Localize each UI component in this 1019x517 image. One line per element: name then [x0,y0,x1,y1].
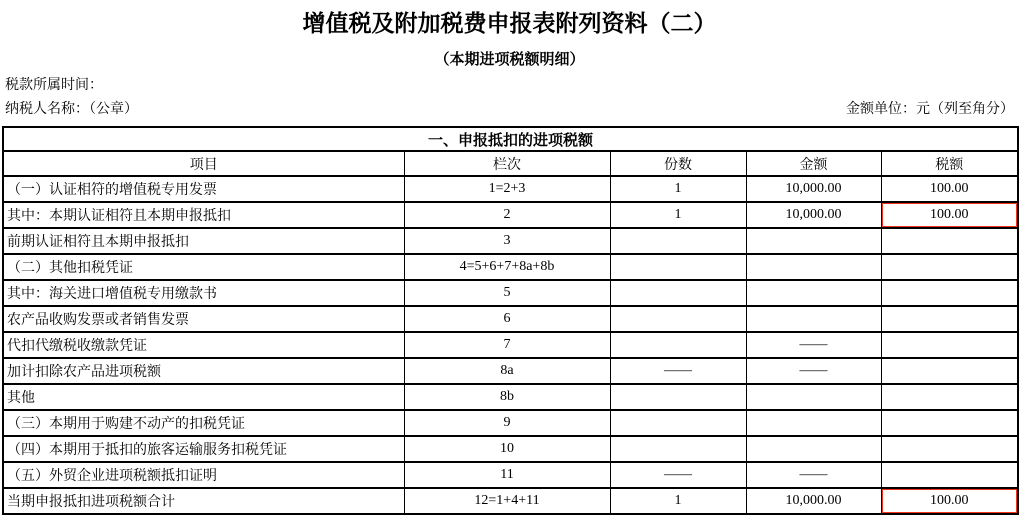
table-row [3,332,1018,358]
table-section-title: 一、申报抵扣的进项税额 [3,127,1018,151]
row-amount-cell[interactable] [746,436,881,462]
row-column-code: 1=2+3 [404,176,610,202]
row-amount-cell[interactable] [746,280,881,306]
row-amount-cell[interactable]: —— [746,462,881,488]
row-amount-cell[interactable]: 10,000.00 [746,176,881,202]
row-amount-cell[interactable] [746,254,881,280]
input-tax-table [2,126,1019,515]
table-row [3,384,1018,410]
row-copies-cell[interactable] [610,280,746,306]
row-item-label: 其中：海关进口增值税专用缴款书 [3,280,404,306]
row-column-code: 12=1+4+11 [404,488,610,514]
col-header-item: 项目 [3,151,404,176]
col-header-tax: 税额 [881,151,1018,176]
row-item-label: （三）本期用于购建不动产的扣税凭证 [3,410,404,436]
row-column-code: 5 [404,280,610,306]
row-tax-cell[interactable] [881,254,1018,280]
table-header-row [3,151,1018,176]
row-copies-cell[interactable] [610,228,746,254]
row-amount-cell[interactable]: —— [746,358,881,384]
row-copies-cell[interactable] [610,306,746,332]
row-tax-cell[interactable] [881,306,1018,332]
taxpayer-line [0,102,1019,119]
tax-period-label: 税款所属时间： [5,77,103,93]
table-row [3,228,1018,254]
row-column-code: 3 [404,228,610,254]
row-copies-cell[interactable]: —— [610,462,746,488]
col-header-amount: 金额 [746,151,881,176]
row-column-code: 7 [404,332,610,358]
row-item-label: 代扣代缴税收缴款凭证 [3,332,404,358]
table-row [3,488,1018,514]
form-subtitle: （本期进项税额明细） [434,51,585,68]
row-copies-cell[interactable]: 1 [610,202,746,228]
row-column-code: 9 [404,410,610,436]
row-amount-cell[interactable] [746,384,881,410]
row-column-code: 8b [404,384,610,410]
row-item-label: （二）其他扣税凭证 [3,254,404,280]
table-row [3,306,1018,332]
row-tax-cell[interactable]: 100.00 [881,202,1018,228]
row-amount-cell[interactable] [746,228,881,254]
row-column-code: 4=5+6+7+8a+8b [404,254,610,280]
row-tax-cell[interactable] [881,462,1018,488]
row-copies-cell[interactable] [610,436,746,462]
row-item-label: 其他 [3,384,404,410]
row-amount-cell[interactable] [746,306,881,332]
row-copies-cell[interactable] [610,332,746,358]
row-column-code: 11 [404,462,610,488]
row-copies-cell[interactable]: —— [610,358,746,384]
highlight-box [881,202,1018,228]
row-copies-cell[interactable] [610,254,746,280]
row-column-code: 8a [404,358,610,384]
col-header-column-code: 栏次 [404,151,610,176]
row-tax-cell[interactable] [881,384,1018,410]
col-header-copies: 份数 [610,151,746,176]
row-column-code: 10 [404,436,610,462]
table-row [3,202,1018,228]
row-item-label: （五）外贸企业进项税额抵扣证明 [3,462,404,488]
row-amount-cell[interactable]: 10,000.00 [746,488,881,514]
row-copies-cell[interactable] [610,384,746,410]
row-copies-cell[interactable]: 1 [610,488,746,514]
table-row [3,280,1018,306]
row-item-label: （一）认证相符的增值税专用发票 [3,176,404,202]
table-row [3,436,1018,462]
row-item-label: 前期认证相符且本期申报抵扣 [3,228,404,254]
row-item-label: 其中：本期认证相符且本期申报抵扣 [3,202,404,228]
row-copies-cell[interactable] [610,410,746,436]
table-row [3,462,1018,488]
row-tax-cell[interactable] [881,410,1018,436]
form-title: 增值税及附加税费申报表附列资料（二） [302,11,717,36]
row-tax-cell[interactable] [881,280,1018,306]
row-amount-cell[interactable] [746,410,881,436]
row-item-label: 农产品收购发票或者销售发票 [3,306,404,332]
row-tax-cell[interactable]: 100.00 [881,176,1018,202]
table-row [3,410,1018,436]
table-row [3,254,1018,280]
table-body [3,176,1018,514]
row-amount-cell[interactable]: —— [746,332,881,358]
table-row [3,358,1018,384]
table-row [3,176,1018,202]
highlight-box [881,488,1018,514]
row-column-code: 6 [404,306,610,332]
row-tax-cell[interactable]: 100.00 [881,488,1018,514]
row-column-code: 2 [404,202,610,228]
taxpayer-name-label: 纳税人名称：（公章） [5,101,138,117]
row-item-label: 当期申报抵扣进项税额合计 [3,488,404,514]
row-copies-cell[interactable]: 1 [610,176,746,202]
row-item-label: （四）本期用于抵扣的旅客运输服务扣税凭证 [3,436,404,462]
table-section-row [3,127,1018,151]
row-tax-cell[interactable] [881,228,1018,254]
row-tax-cell[interactable] [881,358,1018,384]
row-amount-cell[interactable]: 10,000.00 [746,202,881,228]
row-tax-cell[interactable] [881,436,1018,462]
row-item-label: 加计扣除农产品进项税额 [3,358,404,384]
row-tax-cell[interactable] [881,332,1018,358]
amount-unit-label: 金额单位：元（列至角分） [846,101,1014,117]
tax-period-line [0,78,1019,95]
